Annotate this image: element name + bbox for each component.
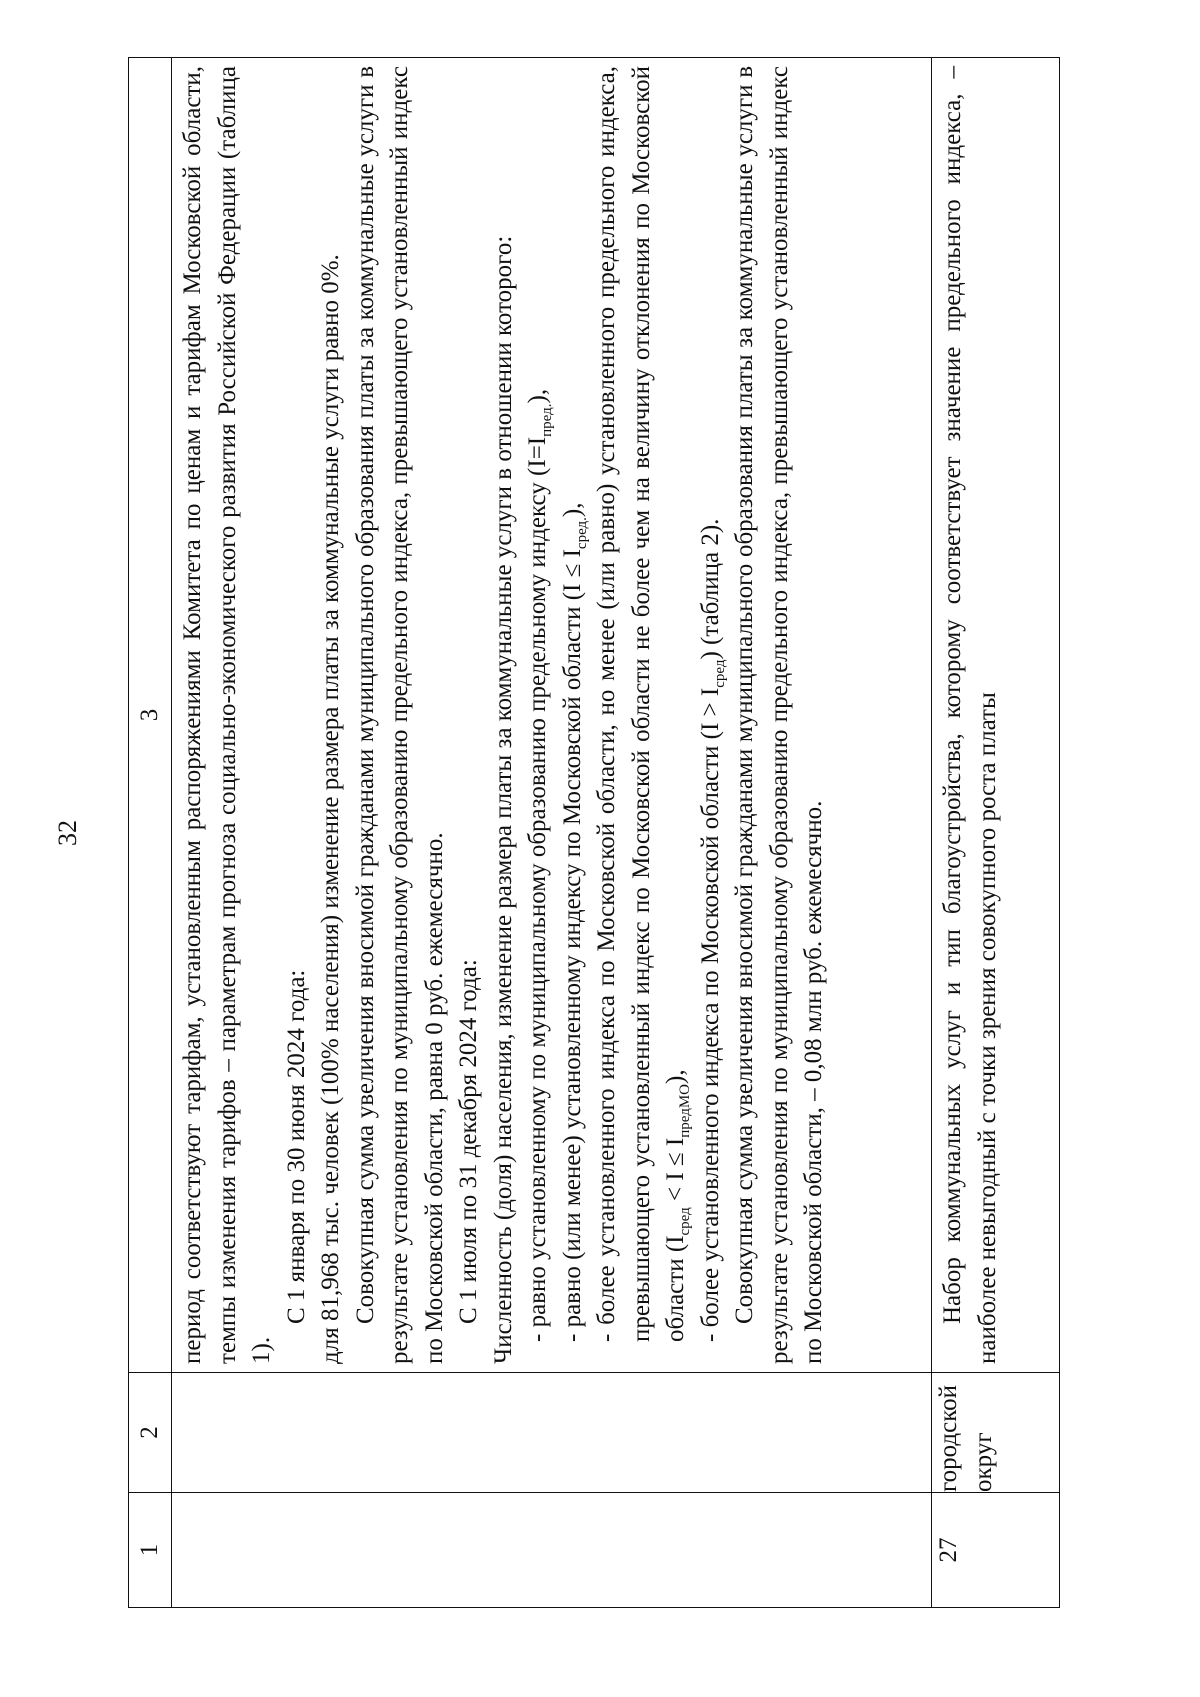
- subscript: пред.: [539, 403, 555, 437]
- rotated-table-wrapper: [128, 58, 1060, 1608]
- subscript: предМО: [677, 1083, 693, 1138]
- paragraph: - более установленного индекса по Московской области, но менее (или равно) установленного предельного индекса, превышающего установленный индекс по Московской области не более чем на величину отклонения по Московской области $(I_{сред} < I \le I_{предМО})$,: [593, 66, 693, 1342]
- table-row: [172, 58, 932, 1608]
- row-number-cell: [172, 1493, 932, 1608]
- document-table: [128, 57, 1060, 1608]
- paragraph: С 1 июля по 31 декабря 2024 года:: [455, 959, 482, 1324]
- description-cell: [172, 58, 932, 1373]
- territory-cell: городской округ: [932, 1373, 1060, 1493]
- paragraph: период соответствуют тарифам, установленным распоряжениями Комитета по ценам и тарифам Московской области, темпы изменения тарифов – параметрам прогноза социально-экономического развития Российской Федерации (таблица 1).: [179, 66, 275, 1364]
- table-row: [932, 58, 1060, 1608]
- header-col-1: 1: [129, 1493, 172, 1608]
- territory-cell: [172, 1373, 932, 1493]
- paragraph: - равно установленному по муниципальному образованию предельному индексу $(I=I_{пред.})$,: [524, 388, 555, 1342]
- subscript: сред: [677, 1207, 693, 1236]
- subscript: сред: [711, 659, 728, 688]
- paragraph: Численность (доля) населения, изменение размера платы за коммунальные услуги в отношении которого:: [489, 235, 517, 1364]
- page-number: 32: [53, 820, 82, 846]
- row-number-cell: 27: [932, 1493, 1060, 1608]
- description-cell: [932, 58, 1060, 1373]
- header-col-2: 2: [129, 1373, 172, 1493]
- paragraph: Совокупная сумма увеличения вносимой гражданами муниципального образования платы за коммунальные услуги в результате установления по муниципальному образованию предельного индекса, превышающего установленный индекс по Московской области, – 0,08 млн руб. ежемесячно.: [731, 66, 827, 1364]
- paragraph: Набор коммунальных услуг и тип благоустройства, которому соответствует значение предельного индекса, – наиболее невыгодный с точки зрения совокупного роста платы: [939, 66, 1001, 1364]
- description-text: [172, 58, 836, 1372]
- table-header-row: [129, 58, 172, 1608]
- paragraph: С 1 января по 30 июня 2024 года:: [282, 969, 310, 1324]
- header-col-3: 3: [129, 58, 172, 1373]
- subscript: сред.: [573, 517, 590, 550]
- paragraph: Совокупная сумма увеличения вносимой гражданами муниципального образования платы за коммунальные услуги в результате установления по муниципальному образованию предельного индекса, превышающего установленный индекс по Московской области, равна 0 руб. ежемесячно.: [351, 66, 448, 1364]
- description-text: [932, 58, 1009, 1372]
- paragraph: для 81,968 тыс. человек (100% населения) изменение размера платы за коммунальные услуги равно 0%.: [317, 254, 344, 1364]
- paragraph: - более установленного индекса по Московской области $(I > I_{сред})$ (таблица 2).: [696, 518, 728, 1342]
- paragraph: - равно (или менее) установленному индексу по Московской области $(I \le I_{сред.})$,: [558, 502, 590, 1342]
